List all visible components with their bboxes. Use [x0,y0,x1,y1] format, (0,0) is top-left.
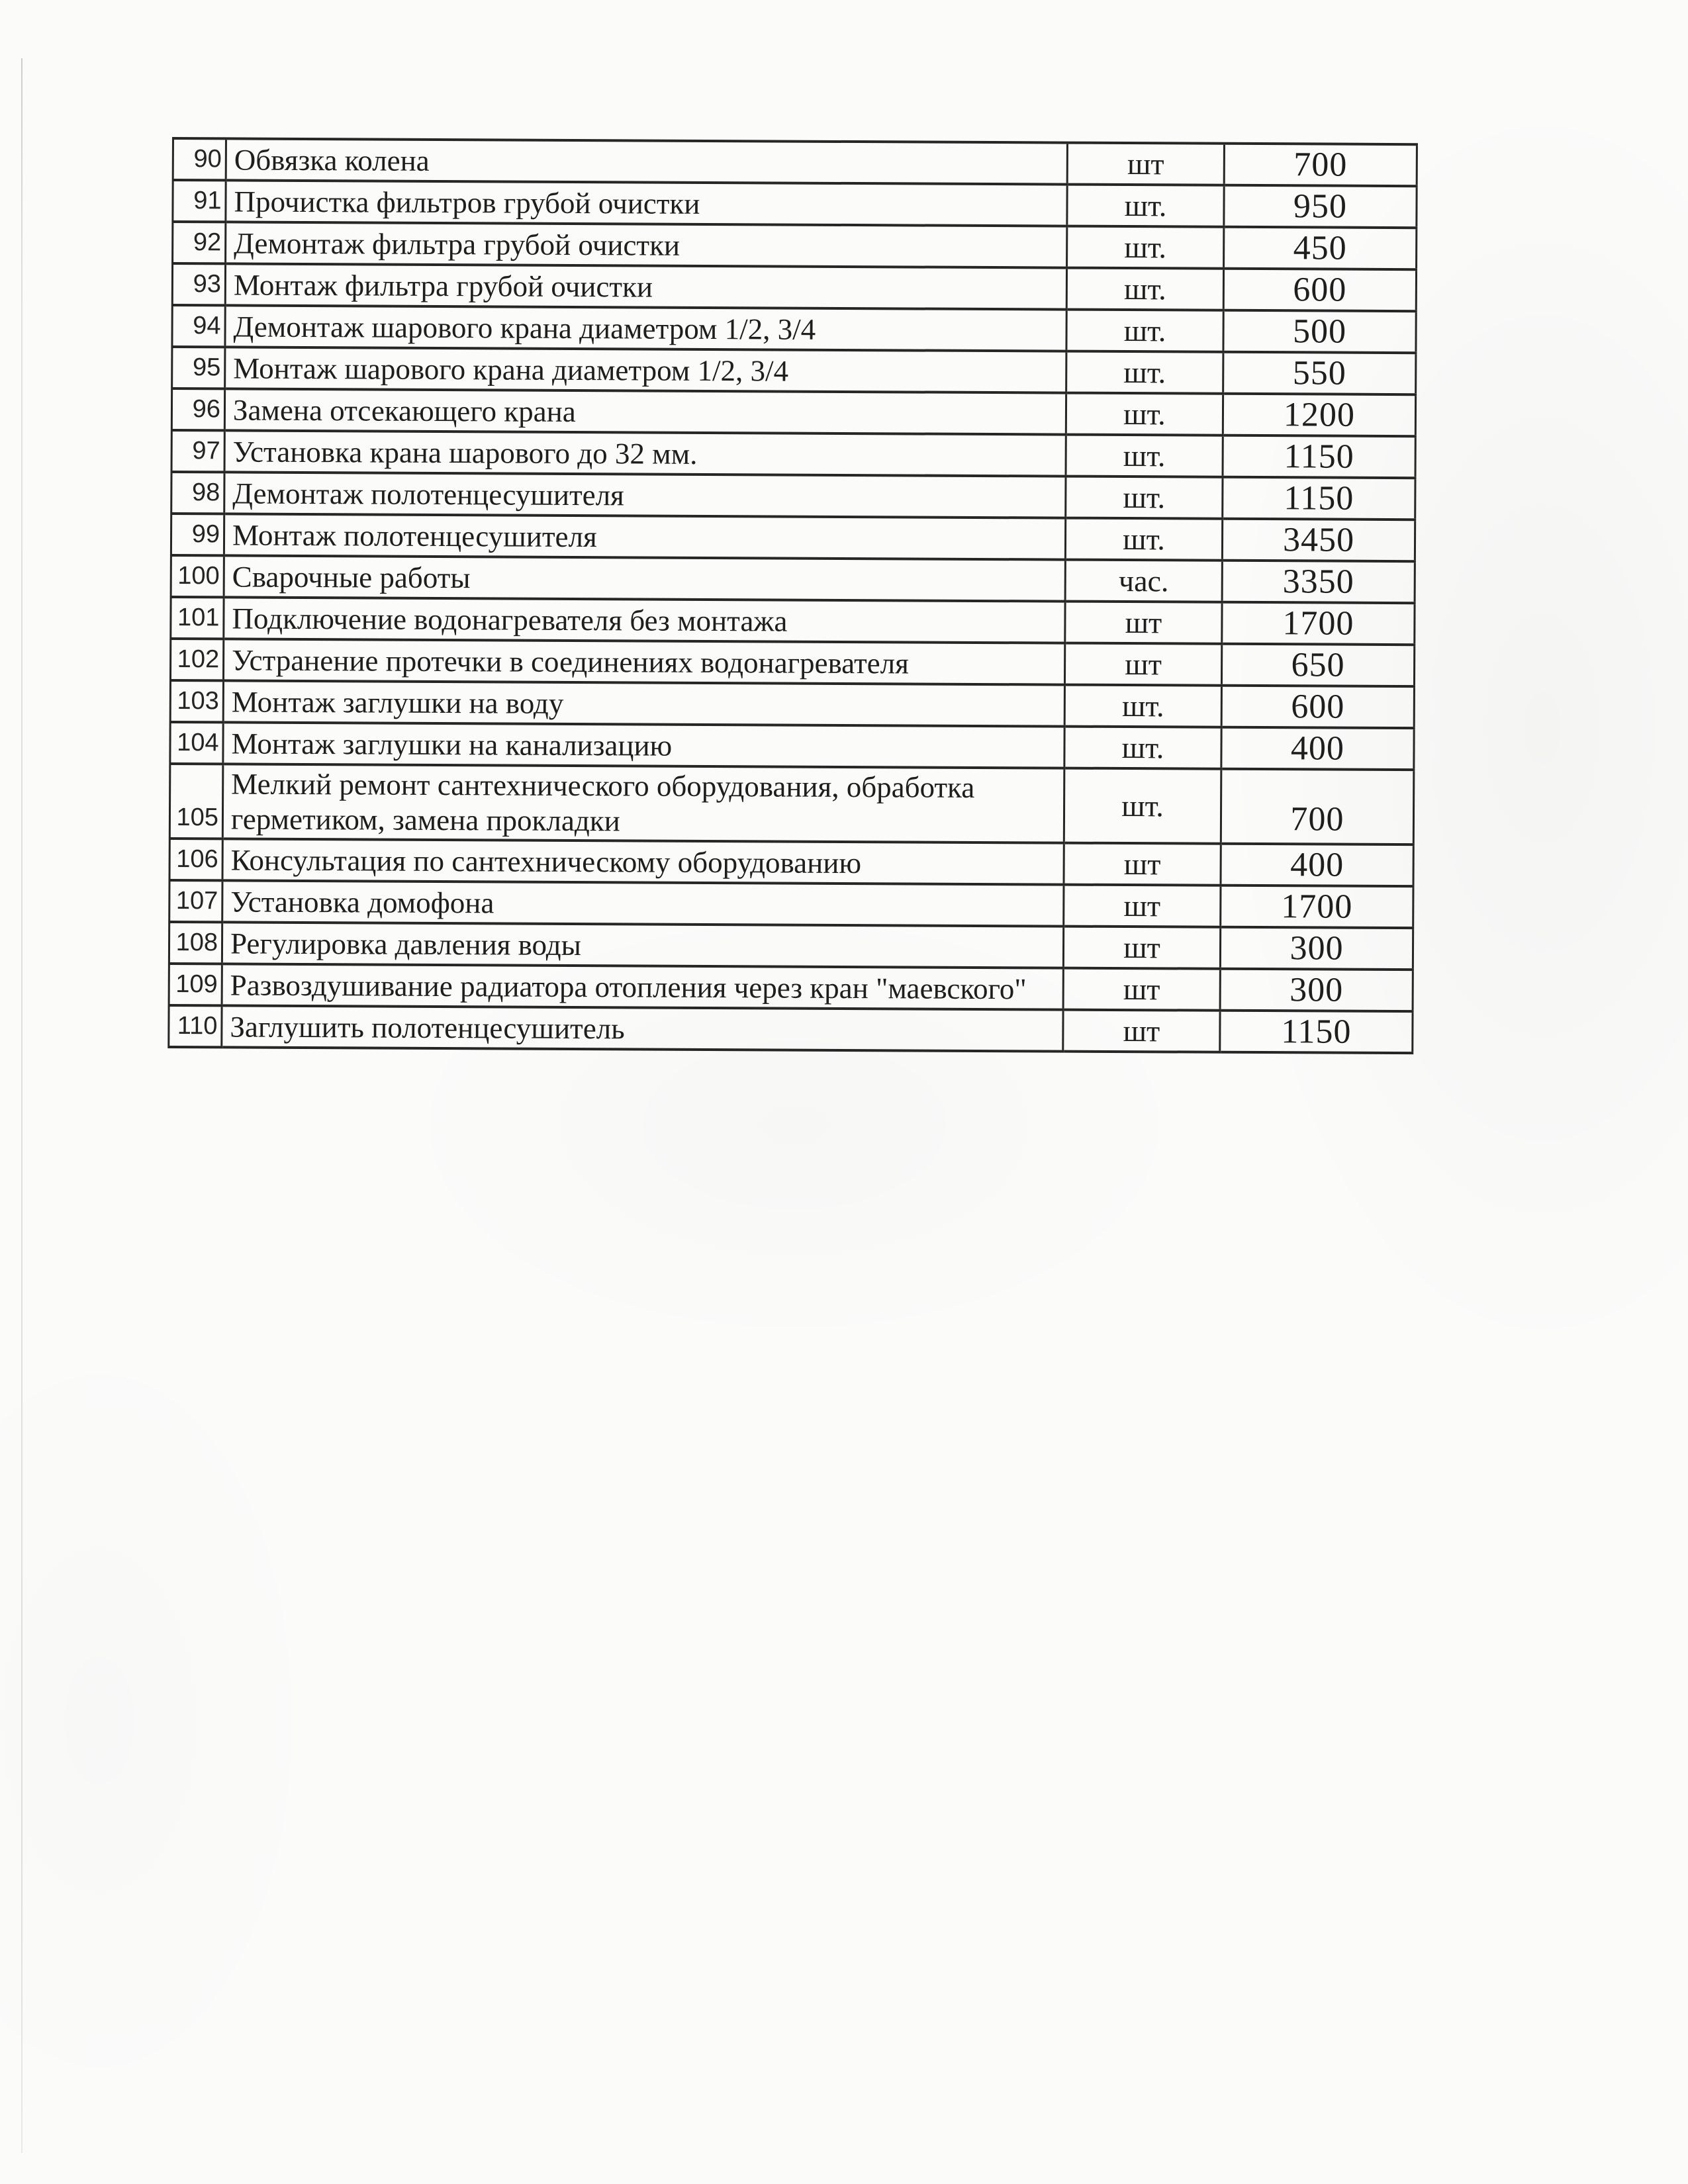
price-cell: 400 [1221,727,1414,770]
unit-cell: шт. [1067,226,1224,269]
description-cell: Установка крана шарового до 32 мм. [224,430,1066,476]
price-cell: 500 [1223,310,1416,353]
row-number-cell: 93 [172,263,225,305]
unit-cell: шт [1067,143,1224,185]
row-number-cell: 110 [169,1005,222,1047]
price-cell: 700 [1221,769,1414,844]
unit-cell: шт. [1066,435,1223,477]
table-row [169,839,1413,886]
row-number-cell: 95 [172,347,225,388]
table-row [169,964,1413,1011]
row-number-cell: 92 [173,222,226,263]
price-cell: 600 [1223,269,1416,311]
table-row [170,722,1414,770]
row-number-cell: 109 [169,964,222,1005]
row-number-cell: 94 [172,305,225,347]
description-cell: Демонтаж полотенцесушителя [224,472,1066,518]
description-cell: Монтаж шарового крана диаметром 1/2, 3/4 [225,347,1066,392]
price-table-body [169,138,1417,1053]
row-number-cell: 102 [170,639,223,680]
scanner-artifact-line [21,58,23,2153]
price-cell: 650 [1221,644,1414,686]
description-cell: Консультация по сантехническому оборудованию [222,839,1064,884]
unit-cell: час. [1065,560,1222,602]
price-table-wrapper [167,137,1416,1054]
table-row [173,222,1417,269]
table-row [171,388,1415,436]
price-cell: 300 [1220,927,1413,970]
description-cell: Развоздушивание радиатора отопления через кран "маевского" [222,964,1063,1009]
unit-cell: шт [1064,843,1221,886]
price-cell: 300 [1220,969,1413,1011]
unit-cell: шт. [1066,310,1223,352]
unit-cell: шт. [1064,685,1221,727]
price-cell: 450 [1224,227,1417,269]
table-row [171,472,1415,520]
unit-cell: шт. [1065,518,1222,561]
table-row [172,305,1416,353]
price-cell: 1700 [1221,886,1413,928]
price-cell: 1150 [1220,1011,1413,1053]
price-cell: 1150 [1223,435,1415,478]
unit-cell: шт [1065,602,1222,644]
row-number-cell: 100 [171,555,224,597]
table-row [171,555,1415,603]
description-cell: Подключение водонагревателя без монтажа [224,597,1065,643]
table-row [171,514,1415,561]
row-number-cell: 106 [169,839,222,880]
description-cell: Монтаж полотенцесушителя [224,514,1065,559]
table-row [170,680,1414,728]
description-cell: Монтаж фильтра грубой очистки [225,263,1066,309]
table-row [169,764,1414,844]
row-number-cell: 90 [173,138,226,180]
unit-cell: шт. [1067,185,1224,227]
description-cell: Прочистка фильтров грубой очистки [226,180,1067,226]
description-cell: Замена отсекающего крана [224,388,1066,434]
price-cell: 1700 [1222,602,1415,645]
unit-cell: шт [1064,643,1221,686]
row-number-cell: 103 [170,680,223,722]
table-row [171,597,1415,645]
table-row [171,430,1415,478]
description-cell: Монтаж заглушки на воду [223,680,1064,726]
description-cell: Сварочные работы [224,555,1065,601]
description-cell: Устранение протечки в соединениях водонагревателя [223,639,1064,684]
price-cell: 950 [1224,185,1417,228]
unit-cell: шт. [1064,768,1221,844]
description-cell: Заглушить полотенцесушитель [222,1005,1063,1051]
table-row [173,180,1417,228]
description-cell: Обвязка колена [226,138,1067,184]
price-cell: 3450 [1222,519,1415,561]
table-row [169,880,1413,928]
row-number-cell: 96 [171,388,224,430]
row-number-cell: 98 [171,472,224,514]
table-row [173,138,1417,186]
table-row [169,1005,1413,1053]
unit-cell: шт [1064,885,1221,927]
price-cell: 700 [1224,144,1417,186]
unit-cell: шт. [1066,268,1223,310]
row-number-cell: 101 [171,597,224,639]
price-cell: 3350 [1222,561,1415,603]
row-number-cell: 99 [171,514,224,555]
unit-cell: шт [1063,927,1220,969]
price-cell: 400 [1221,844,1413,886]
description-cell: Демонтаж шарового крана диаметром 1/2, 3/4 [225,305,1066,351]
price-table [167,137,1418,1054]
description-cell: Демонтаж фильтра грубой очистки [226,222,1067,267]
description-cell: Установка домофона [222,880,1064,926]
table-row [172,347,1416,394]
unit-cell: шт. [1064,727,1221,769]
table-row [170,639,1414,686]
price-cell: 1150 [1223,477,1415,520]
unit-cell: шт. [1066,393,1223,435]
table-row [169,922,1413,970]
row-number-cell: 91 [173,180,226,222]
price-cell: 550 [1223,352,1416,394]
table-row [172,263,1416,311]
description-cell: Монтаж заглушки на канализацию [223,722,1064,768]
description-cell: Мелкий ремонт сантехнического оборудования, обработка герметиком, замена прокладки [222,764,1064,842]
unit-cell: шт [1063,1010,1220,1052]
row-number-cell: 108 [169,922,222,964]
description-cell: Регулировка давления воды [222,922,1063,968]
price-cell: 1200 [1223,394,1415,436]
row-number-cell: 104 [170,722,223,764]
row-number-cell: 97 [171,430,224,472]
unit-cell: шт. [1066,351,1223,394]
row-number-cell: 107 [169,880,222,922]
unit-cell: шт. [1066,477,1223,519]
unit-cell: шт [1063,968,1220,1011]
price-cell: 600 [1221,686,1414,728]
row-number-cell: 105 [169,764,223,839]
